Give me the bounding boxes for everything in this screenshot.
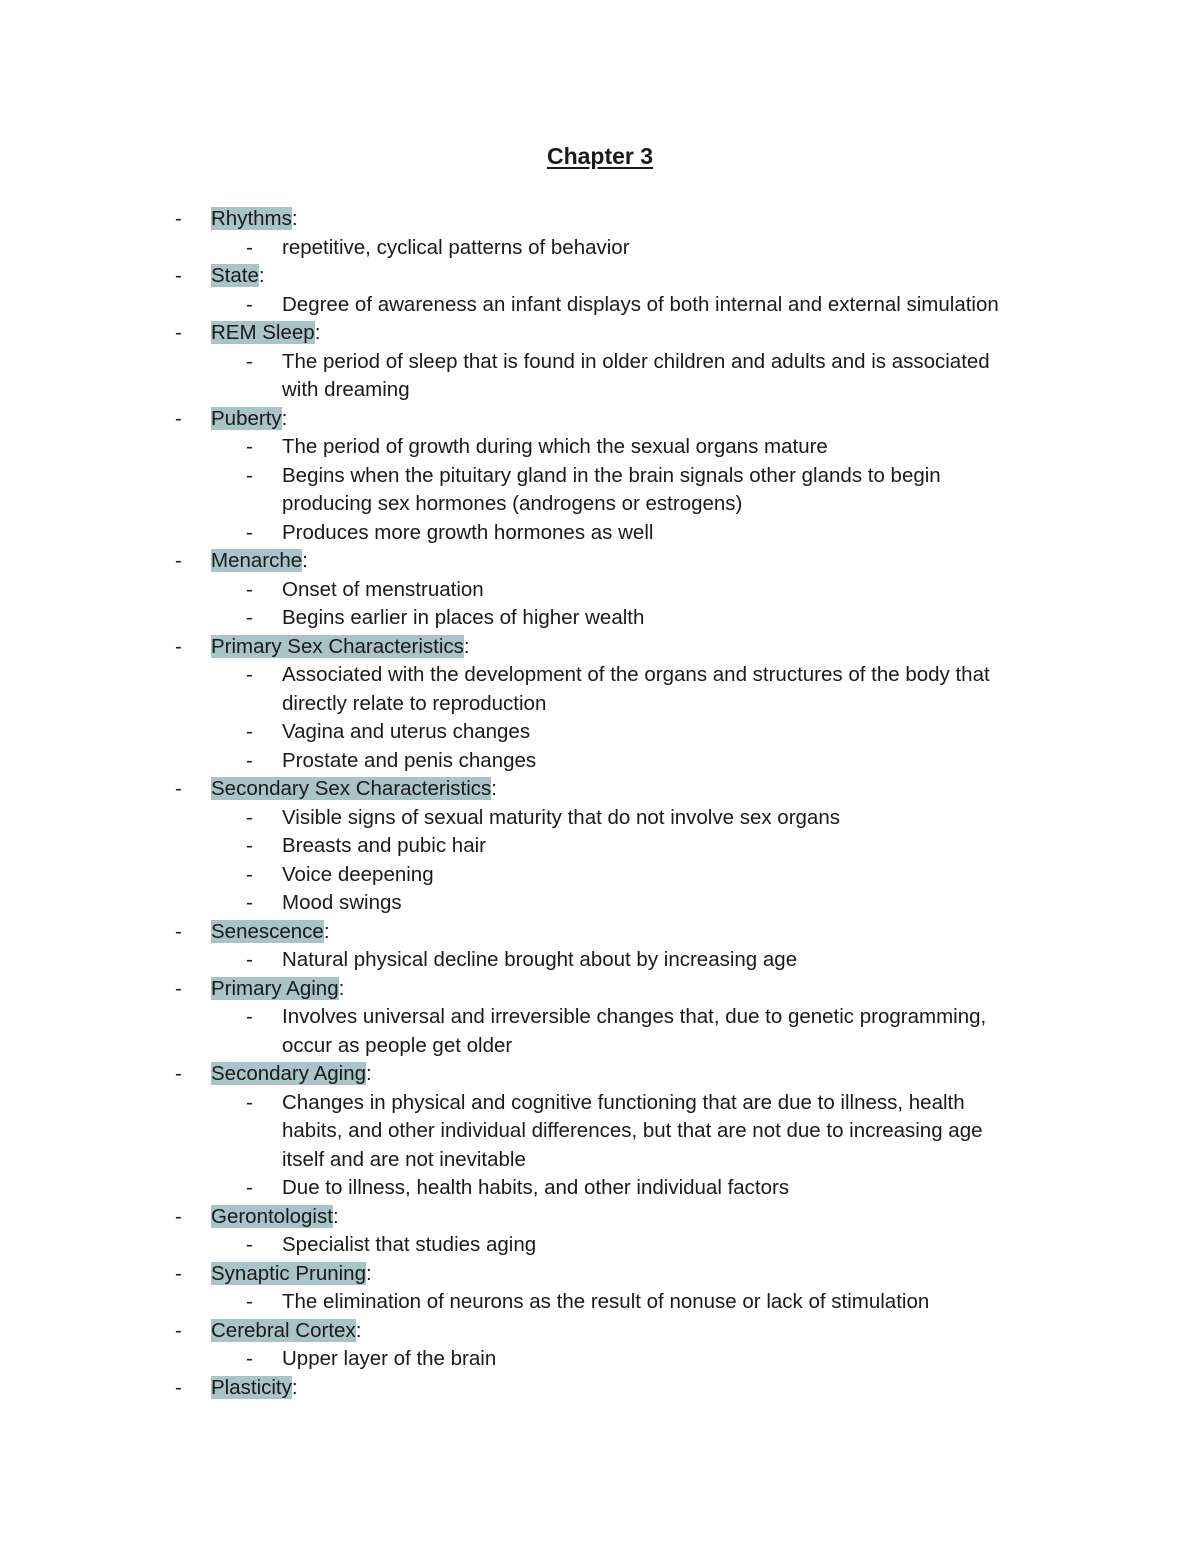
definition-line [0, 747, 1200, 776]
term-line [0, 1317, 1200, 1346]
term-colon: : [258, 264, 265, 287]
bullet-dash: - [246, 1090, 253, 1114]
bullet-dash: - [246, 720, 253, 743]
definition-text: repetitive, cyclical patterns of behavior [282, 235, 630, 259]
bullet-dash: - [175, 406, 182, 430]
definition-text: Begins earlier in places of higher wealth [282, 606, 645, 629]
term-line [0, 319, 1200, 348]
term-text [211, 1260, 372, 1289]
term-line [0, 205, 1200, 234]
definition-text: Breasts and pubic hair [282, 834, 486, 857]
notes-list [0, 205, 1200, 1402]
bullet-dash: - [246, 834, 253, 857]
bullet-dash: - [175, 1375, 182, 1399]
term-colon: : [332, 1204, 339, 1228]
definition-line [0, 1003, 1200, 1032]
term-colon: : [291, 1375, 298, 1399]
definition-text: Voice deepening [282, 862, 434, 886]
bullet-dash: - [246, 463, 253, 487]
term-colon: : [291, 207, 298, 230]
term-text [211, 205, 298, 234]
definition-continuation [0, 690, 1200, 719]
bullet-dash: - [175, 264, 182, 287]
term-colon: : [323, 919, 330, 943]
bullet-dash: - [246, 862, 253, 886]
term-highlight: Secondary Sex Characteristics [211, 777, 492, 800]
definition-text: Involves universal and irreversible changes that, due to genetic programming, [282, 1005, 987, 1028]
bullet-dash: - [246, 235, 253, 259]
term-line [0, 262, 1200, 291]
definition-text: with dreaming [282, 378, 410, 401]
definition-line [0, 1231, 1200, 1260]
definition-text: directly relate to reproduction [282, 691, 547, 715]
bullet-dash: - [246, 1005, 253, 1028]
page-title: Chapter 3 [546, 143, 654, 169]
term-highlight: Secondary Aging [211, 1062, 367, 1085]
term-highlight: Plasticity [211, 1375, 292, 1399]
term-text [211, 975, 344, 1004]
term-colon: : [281, 406, 288, 430]
definition-text: occur as people get older [282, 1033, 513, 1057]
term-line [0, 1260, 1200, 1289]
bullet-dash: - [246, 891, 253, 914]
term-highlight: Synaptic Pruning [211, 1261, 366, 1285]
bullet-dash: - [246, 606, 253, 629]
bullet-dash: - [246, 1233, 253, 1256]
bullet-dash: - [246, 292, 253, 316]
bullet-dash: - [246, 948, 253, 971]
bullet-dash: - [246, 520, 253, 544]
bullet-dash: - [246, 435, 253, 458]
definition-continuation [0, 1146, 1200, 1175]
bullet-dash: - [175, 634, 182, 658]
definition-text: Begins when the pituitary gland in the brain signals other glands to begin [282, 463, 941, 487]
definition-text: Prostate and penis changes [282, 748, 537, 772]
definition-line [0, 576, 1200, 605]
term-line [0, 547, 1200, 576]
bullet-dash: - [246, 748, 253, 772]
definition-line [0, 946, 1200, 975]
term-highlight: Puberty [211, 406, 282, 430]
term-line [0, 918, 1200, 947]
term-colon: : [355, 1318, 362, 1342]
term-highlight: Gerontologist [211, 1204, 333, 1228]
term-text [211, 262, 265, 291]
term-highlight: REM Sleep [211, 321, 315, 344]
term-text [211, 319, 320, 348]
term-text [211, 633, 470, 662]
term-colon: : [491, 777, 497, 800]
bullet-dash: - [175, 321, 182, 344]
definition-line [0, 1089, 1200, 1118]
bullet-dash: - [246, 805, 253, 829]
term-colon: : [338, 976, 345, 1000]
bullet-dash: - [246, 1290, 253, 1313]
bullet-dash: - [175, 1261, 182, 1285]
term-text [211, 918, 330, 947]
bullet-dash: - [175, 207, 182, 230]
bullet-dash: - [175, 549, 182, 572]
term-highlight: Cerebral Cortex [211, 1318, 356, 1342]
definition-continuation [0, 376, 1200, 405]
term-colon: : [366, 1062, 372, 1085]
term-highlight: State [211, 264, 259, 287]
definition-text: Onset of menstruation [282, 577, 484, 601]
term-colon: : [302, 549, 308, 572]
term-line [0, 775, 1200, 804]
definition-line [0, 804, 1200, 833]
term-highlight: Primary Aging [211, 976, 339, 1000]
definition-line [0, 832, 1200, 861]
definition-line [0, 718, 1200, 747]
definition-text: Specialist that studies aging [282, 1233, 537, 1256]
definition-line [0, 604, 1200, 633]
definition-line [0, 462, 1200, 491]
term-colon: : [314, 321, 321, 344]
definition-text: producing sex hormones (androgens or estrogens) [282, 492, 743, 515]
definition-text: Natural physical decline brought about by increasing age [282, 948, 798, 971]
term-colon: : [463, 634, 470, 658]
definition-text: Degree of awareness an infant displays of both internal and external simulation [282, 292, 999, 316]
term-line [0, 1374, 1200, 1403]
term-line [0, 405, 1200, 434]
bullet-dash: - [246, 349, 253, 373]
definition-text: Visible signs of sexual maturity that do not involve sex organs [282, 805, 840, 829]
bullet-dash: - [175, 1062, 182, 1085]
definition-continuation [0, 490, 1200, 519]
definition-line [0, 1345, 1200, 1374]
definition-line [0, 519, 1200, 548]
definition-line [0, 291, 1200, 320]
definition-text: Mood swings [282, 891, 402, 914]
definition-text: habits, and other individual differences, but that are not due to increasing age [282, 1119, 983, 1142]
term-highlight: Rhythms [211, 207, 292, 230]
term-highlight: Primary Sex Characteristics [211, 634, 464, 658]
bullet-dash: - [175, 919, 182, 943]
definition-line [0, 348, 1200, 377]
definition-text: Produces more growth hormones as well [282, 520, 654, 544]
bullet-dash: - [175, 1318, 182, 1342]
term-text [211, 775, 497, 804]
definition-line [0, 661, 1200, 690]
definition-continuation [0, 1032, 1200, 1061]
term-line [0, 1060, 1200, 1089]
term-highlight: Senescence [211, 919, 324, 943]
bullet-dash: - [246, 1347, 253, 1370]
definition-text: The period of growth during which the sexual organs mature [282, 435, 828, 458]
definition-text: Changes in physical and cognitive functioning that are due to illness, health [282, 1090, 965, 1114]
definition-text: itself and are not inevitable [282, 1147, 526, 1171]
bullet-dash: - [246, 577, 253, 601]
definition-line [0, 1288, 1200, 1317]
definition-line [0, 1174, 1200, 1203]
definition-line [0, 889, 1200, 918]
bullet-dash: - [175, 1204, 182, 1228]
definition-text: Due to illness, health habits, and other individual factors [282, 1176, 790, 1199]
bullet-dash: - [175, 976, 182, 1000]
definition-text: Upper layer of the brain [282, 1347, 497, 1370]
term-line [0, 1203, 1200, 1232]
term-text [211, 1374, 298, 1403]
definition-text: Vagina and uterus changes [282, 720, 531, 743]
term-line [0, 975, 1200, 1004]
bullet-dash: - [246, 663, 253, 686]
bullet-dash: - [246, 1176, 253, 1199]
term-text [211, 547, 308, 576]
definition-text: Associated with the development of the organs and structures of the body that [282, 663, 990, 686]
definition-line [0, 433, 1200, 462]
definition-line [0, 861, 1200, 890]
definition-line [0, 234, 1200, 263]
definition-continuation [0, 1117, 1200, 1146]
definition-text: The elimination of neurons as the result of nonuse or lack of stimulation [282, 1290, 930, 1313]
term-text [211, 1203, 339, 1232]
term-colon: : [365, 1261, 372, 1285]
term-line [0, 633, 1200, 662]
bullet-dash: - [175, 777, 182, 800]
term-text [211, 405, 287, 434]
definition-text: The period of sleep that is found in older children and adults and is associated [282, 349, 990, 373]
term-text [211, 1317, 361, 1346]
term-highlight: Menarche [211, 549, 303, 572]
term-text [211, 1060, 372, 1089]
